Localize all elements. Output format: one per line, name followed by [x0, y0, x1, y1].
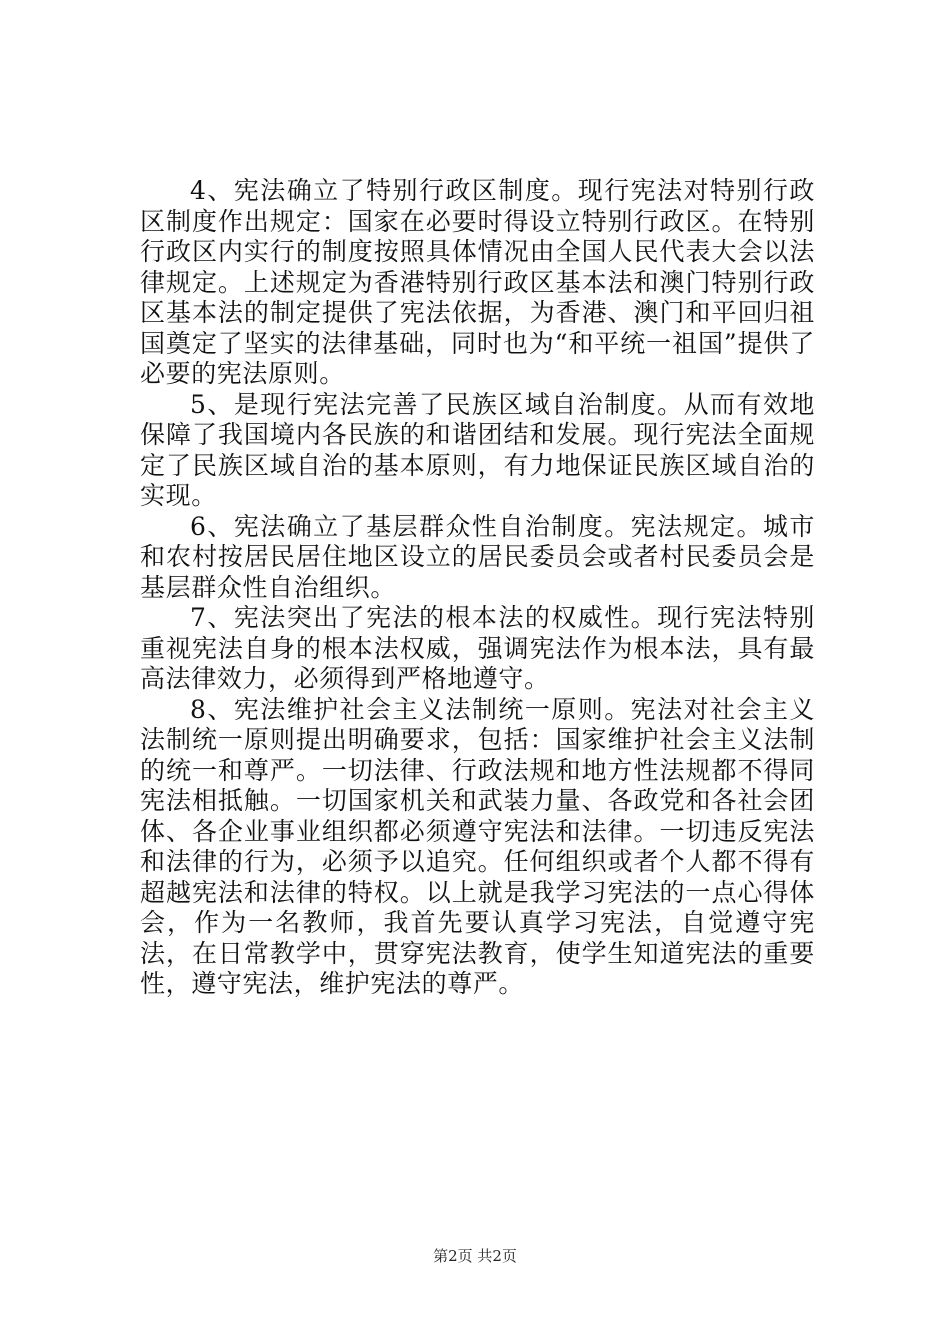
paragraph-4: 4、宪法确立了特别行政区制度。现行宪法对特别行政区制度作出规定：国家在必要时得设立特别行政区。在特别行政区内实行的制度按照具体情况由全国人民代表大会以法律规定。上述规定为香港特别行政区基本法和澳门特别行政区基本法的制定提供了宪法依据，为香港、澳门和平回归祖国奠定了坚实的法律基础，同时也为“和平统一祖国”提供了必要的宪法原则。 [140, 176, 815, 388]
document-body [140, 176, 815, 1000]
paragraph-7: 7、宪法突出了宪法的根本法的权威性。现行宪法特别重视宪法自身的根本法权威，强调宪法作为根本法，具有最高法律效力，必须得到严格地遵守。 [140, 603, 815, 693]
paragraph-8: 8、宪法维护社会主义法制统一原则。宪法对社会主义法制统一原则提出明确要求，包括：国家维护社会主义法制的统一和尊严。一切法律、行政法规和地方性法规都不得同宪法相抵触。一切国家机关和武装力量、各政党和各社会团体、各企业事业组织都必须遵守宪法和法律。一切违反宪法和法律的行为，必须予以追究。任何组织或者个人都不得有超越宪法和法律的特权。以上就是我学习宪法的一点心得体会，作为一名教师，我首先要认真学习宪法，自觉遵守宪法，在日常教学中，贯穿宪法教育，使学生知道宪法的重要性，遵守宪法，维护宪法的尊严。 [140, 694, 815, 998]
paragraph-6: 6、宪法确立了基层群众性自治制度。宪法规定。城市和农村按居民居住地区设立的居民委员会或者村民委员会是基层群众性自治组织。 [140, 511, 815, 602]
page-number-footer: 第2页 共2页 [433, 1247, 517, 1265]
paragraph-5: 5、是现行宪法完善了民族区域自治制度。从而有效地保障了我国境内各民族的和谐团结和发展。现行宪法全面规定了民族区域自治的基本原则，有力地保证民族区域自治的实现。 [140, 389, 815, 510]
